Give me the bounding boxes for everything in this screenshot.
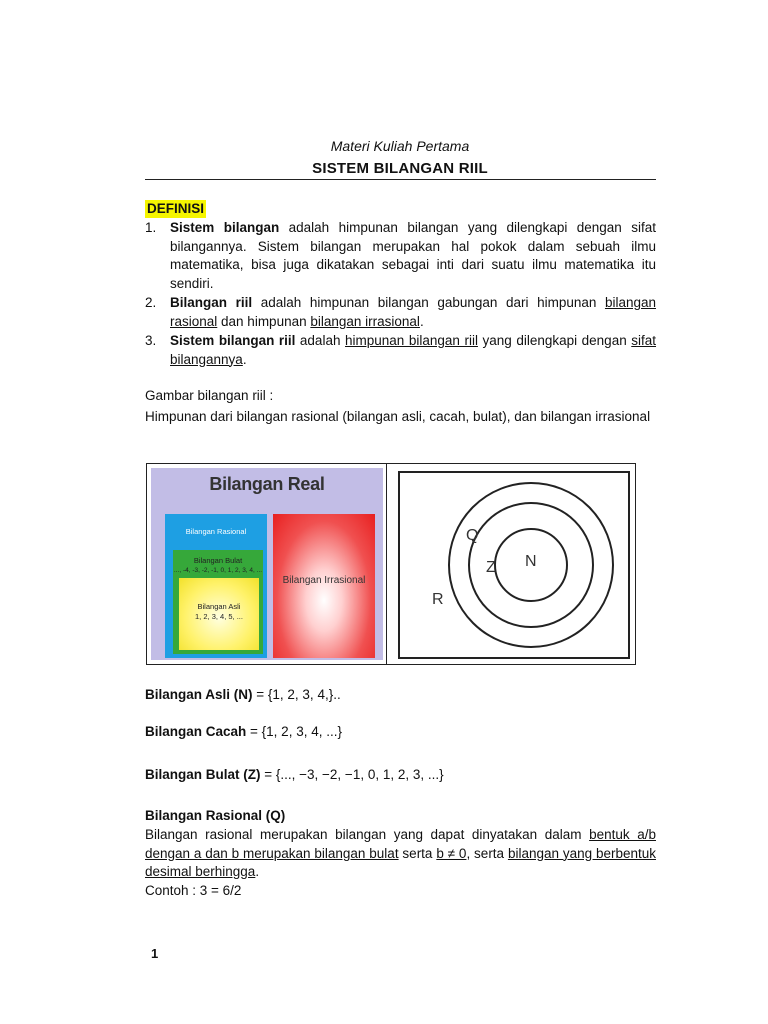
- bulat-label: Bilangan Bulat: [193, 556, 243, 565]
- definition-term: Sistem bilangan: [170, 220, 280, 235]
- definition-item: [145, 219, 656, 293]
- definition-list: [145, 219, 656, 370]
- definition-item: [145, 332, 656, 369]
- underlined-term: himpunan bilangan riil: [345, 333, 478, 348]
- set-z-label: Z: [486, 559, 496, 576]
- rasional-text: Bilangan rasional merupakan bilangan yang dapat dinyatakan dalam: [145, 827, 590, 842]
- set-r-label: R: [432, 591, 444, 608]
- rasional-text: .: [255, 864, 260, 879]
- bulat-set-label: Bilangan Bulat (Z): [145, 767, 261, 782]
- definition-text: .: [242, 351, 247, 367]
- page-number: 1: [151, 946, 159, 961]
- bulat-set-value: = {..., −3, −2, −1, 0, 1, 2, 3, ...}: [260, 767, 444, 782]
- real-number-diagram: [151, 468, 383, 660]
- rasional-heading: Bilangan Rasional (Q): [145, 808, 286, 823]
- venn-diagram: [398, 471, 630, 659]
- document-subtitle: Materi Kuliah Pertama: [330, 138, 470, 154]
- underlined-term: b ≠ 0: [436, 845, 467, 861]
- cacah-set-line: [145, 723, 342, 742]
- asli-set-line: [145, 686, 341, 705]
- definition-term: Sistem bilangan riil: [170, 333, 296, 348]
- title-divider: [145, 179, 656, 180]
- rasional-label: Bilangan Rasional: [185, 527, 247, 536]
- asli-set-value: = {1, 2, 3, 4,}..: [252, 687, 341, 702]
- item-number: 1.: [145, 220, 157, 235]
- diagram-title: Bilangan Real: [209, 474, 325, 494]
- underlined-term: bilangan yang berbentuk desimal berhingga: [145, 845, 657, 879]
- definition-text: .: [419, 313, 424, 329]
- asli-values: 1, 2, 3, 4, 5, ...: [195, 612, 243, 621]
- underlined-term: bilangan rasional: [170, 295, 656, 329]
- rasional-paragraph: [145, 826, 656, 882]
- irrasional-set-box: [273, 514, 375, 658]
- rasional-text: , serta: [466, 845, 508, 861]
- underlined-term: sifat bilangannya: [170, 333, 657, 367]
- definition-term: Bilangan riil: [170, 295, 253, 310]
- item-number: 3.: [145, 333, 157, 348]
- asli-set-box: [179, 578, 259, 650]
- figure-divider: [386, 464, 387, 664]
- definition-text: yang dilengkapi dengan: [477, 333, 632, 348]
- real-number-figure: [146, 463, 636, 665]
- item-number: 2.: [145, 295, 157, 310]
- asli-set-label: Bilangan Asli (N): [145, 687, 253, 702]
- definition-text: adalah himpunan bilangan gabungan dari himpunan: [252, 295, 605, 310]
- gambar-heading: Gambar bilangan riil :: [145, 388, 274, 403]
- definition-item: [145, 294, 656, 331]
- set-q-label: Q: [466, 527, 479, 544]
- cacah-set-value: = {1, 2, 3, 4, ...}: [246, 724, 342, 739]
- cacah-set-label: Bilangan Cacah: [145, 724, 247, 739]
- definition-text: dan himpunan: [217, 313, 311, 329]
- bulat-set-line: [145, 766, 444, 785]
- irrasional-label: Bilangan Irrasional: [282, 575, 366, 586]
- underlined-term: bilangan irrasional: [310, 313, 420, 329]
- bulat-values: ..., -4, -3, -2, -1, 0, 1, 2, 3, 4, ...: [173, 567, 263, 574]
- gambar-description: Himpunan dari bilangan rasional (bilangan asli, cacah, bulat), dan bilangan irrasional: [145, 409, 651, 424]
- set-n-label: N: [525, 553, 537, 570]
- asli-label: Bilangan Asli: [197, 602, 241, 611]
- nested-circles: [400, 473, 628, 657]
- definition-text: adalah himpunan bilangan yang dilengkapi dengan sifat bilangannya. Sistem bilangan merupakan hal pokok dalam sebuah ilmu matematika, bisa juga dikatakan sebagai inti dari suatu ilmu matematika itu sendiri.: [170, 220, 657, 291]
- definisi-heading: DEFINISI: [147, 201, 205, 216]
- document-title: SISTEM BILANGAN RIIL: [312, 160, 488, 177]
- rasional-text: serta: [398, 845, 437, 861]
- underlined-term: bentuk a/b dengan a dan b merupakan bilangan bulat: [145, 827, 656, 861]
- rasional-example: Contoh : 3 = 6/2: [145, 883, 242, 898]
- definition-text: adalah: [295, 333, 346, 348]
